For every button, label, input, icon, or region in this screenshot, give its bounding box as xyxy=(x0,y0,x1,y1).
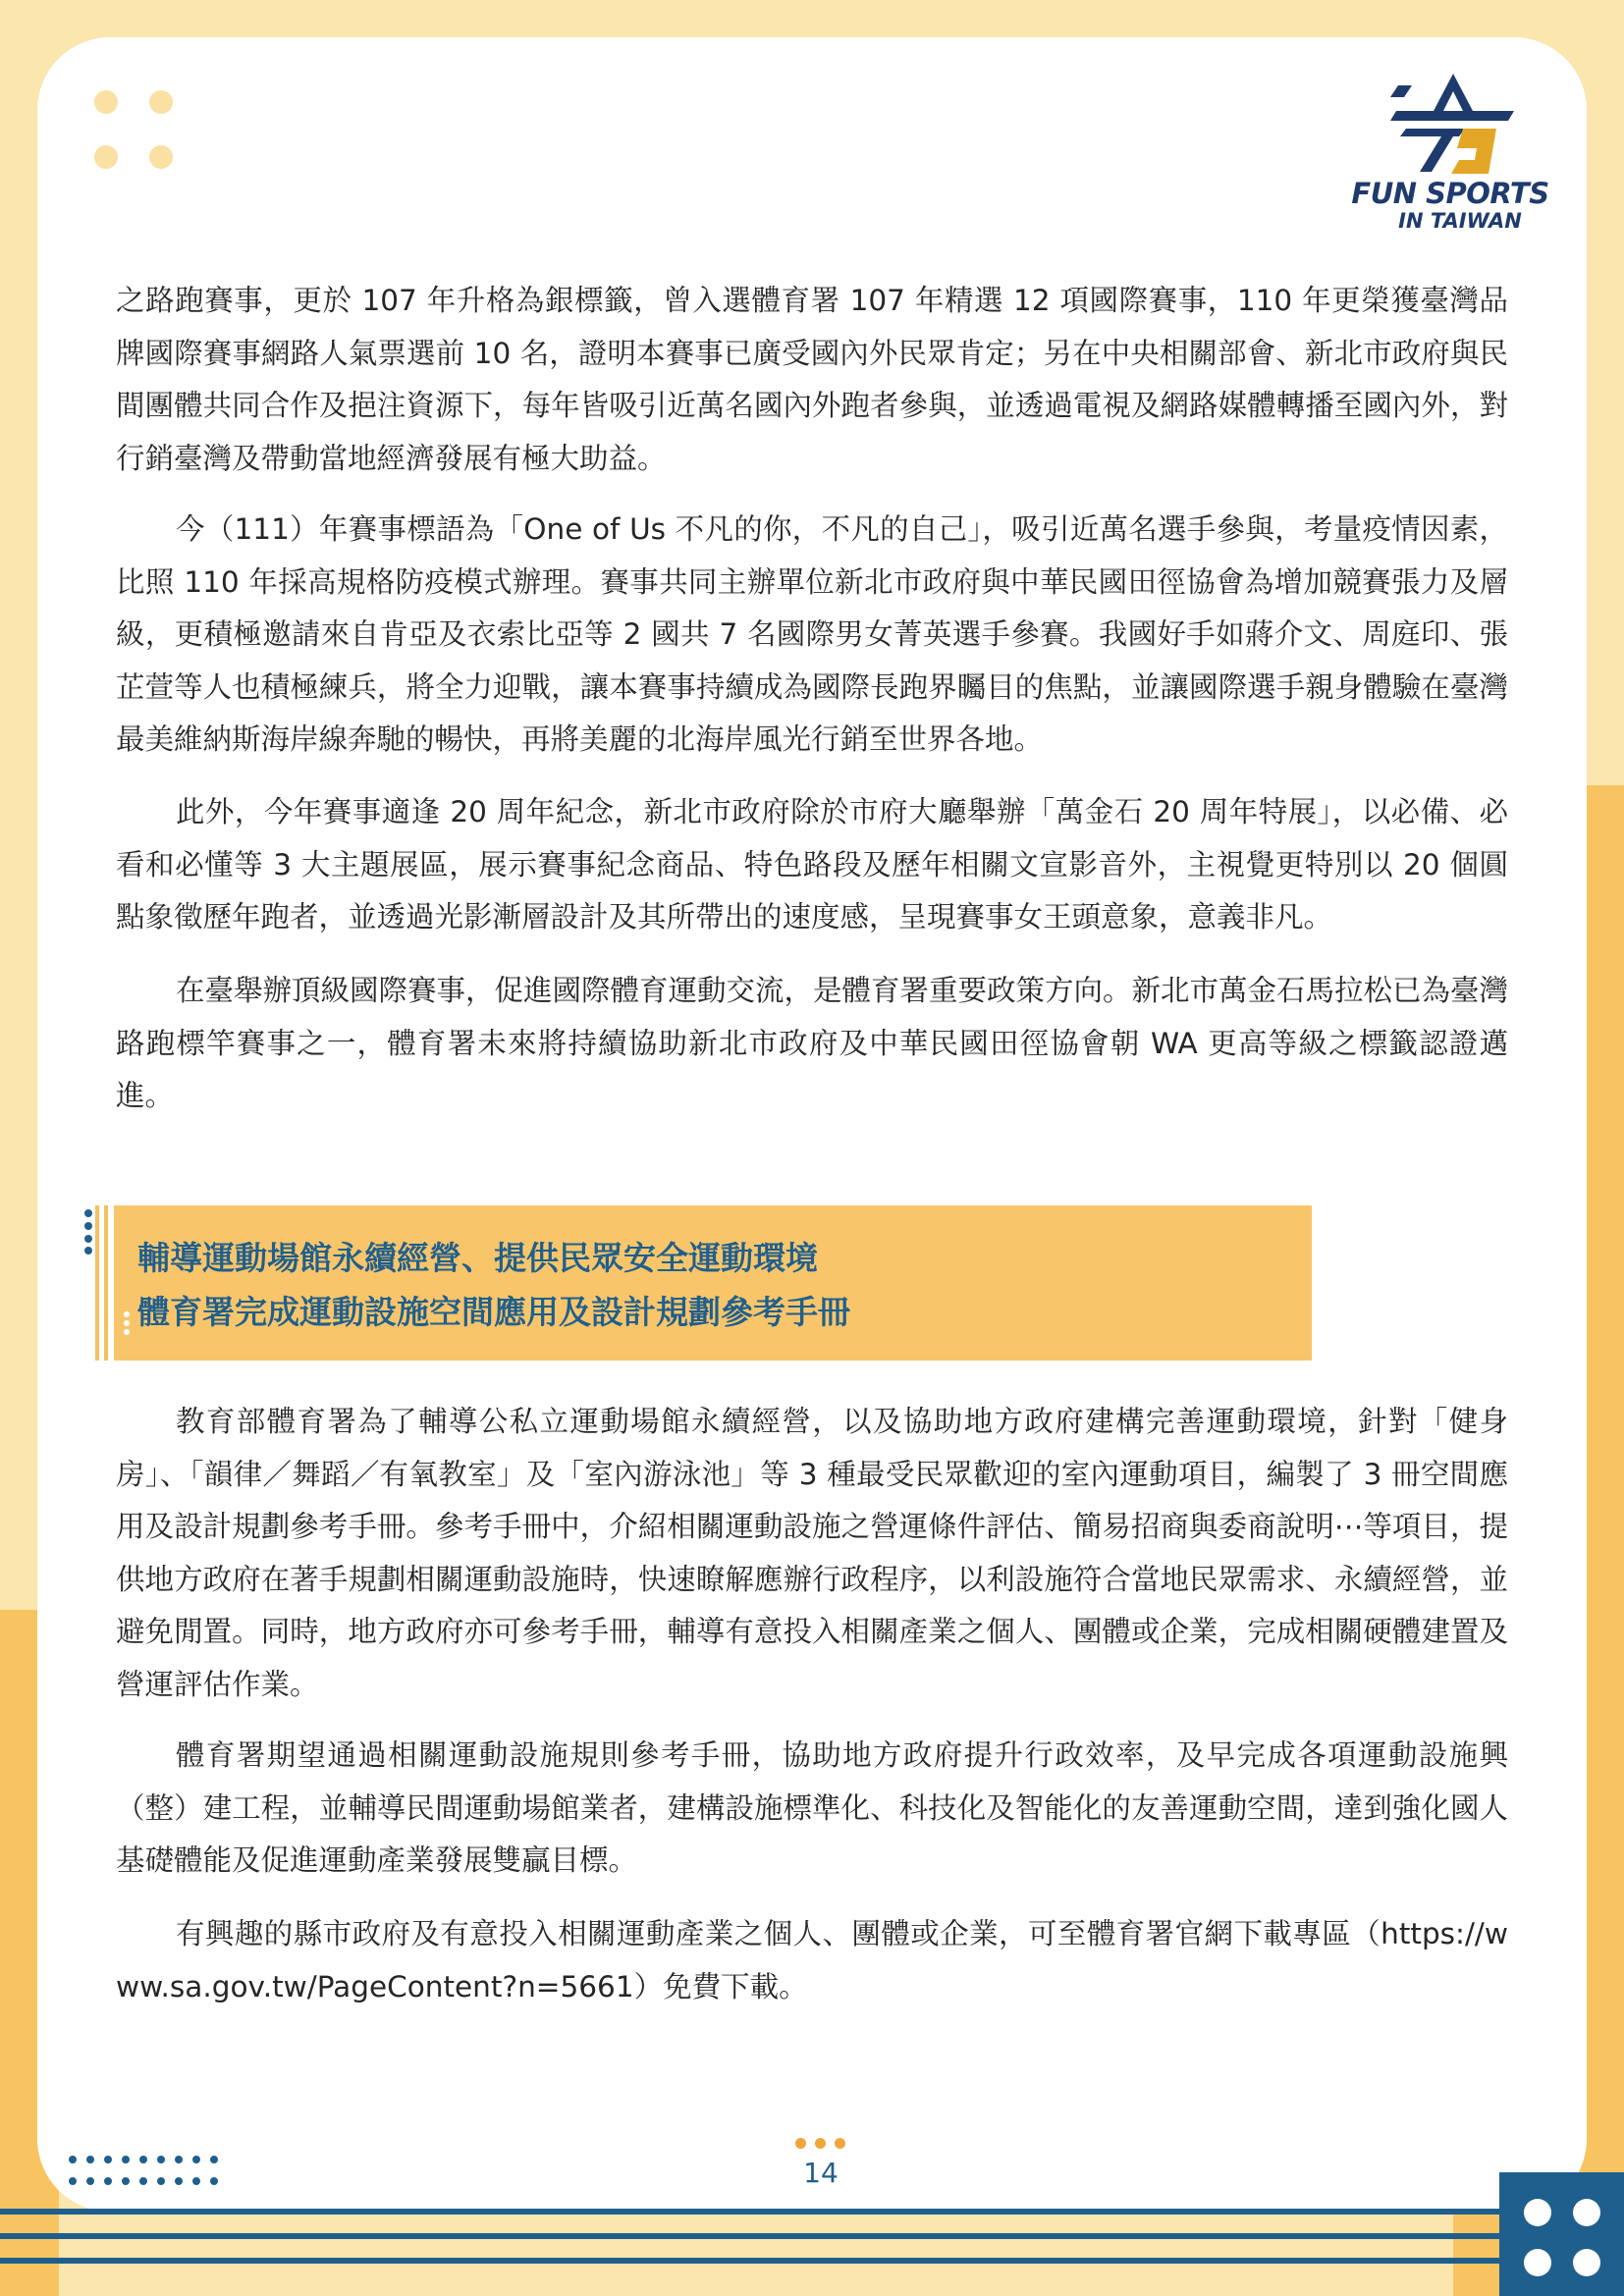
page-number-dots xyxy=(795,2138,848,2150)
heading-dots-decoration xyxy=(124,1311,130,1333)
footer-stripe xyxy=(0,2233,1499,2239)
decorative-dots-bottom-left xyxy=(69,2156,226,2189)
article1-paragraph-3: 此外，今年賽事適逢 20 周年紀念，新北市政府除於市府大廳舉辦「萬金石 20 周年特展」，以必備、必看和必懂等 3 大主題展區，展示賽事紀念商品、特色路段及歷年相關文宣影音外，主視覺更特別以 20 個圓點象徵歷年跑者，並透過光影漸層設計及其所帶出的速度感，呈現賽事女王頭意象，意義非凡。 xyxy=(116,795,1508,934)
section-heading-line-1: 輔導運動場館永續經營、提供民眾安全運動環境 xyxy=(137,1239,818,1277)
article1-paragraph-4: 在臺舉辦頂級國際賽事，促進國際體育運動交流，是體育署重要政策方向。新北市萬金石馬拉松已為臺灣路跑標竿賽事之一，體育署未來將持續協助新北市政府及中華民國田徑協會朝 WA 更高等級之標籤認證邁進。 xyxy=(116,974,1509,1112)
article1-paragraph-1: 之路跑賽事，更於 107 年升格為銀標籤，曾入選體育署 107 年精選 12 項國際賽事，110 年更榮獲臺灣品牌國際賽事網路人氣票選前 10 名，證明本賽事已廣受國內外民眾肯定；另在中央相關部會、新北市政府與民間團體共同合作及挹注資源下，每年皆吸引近萬名國內外跑者參與，並透過電視及網路媒體轉播至國內外，對行銷臺灣及帶動當地經濟發展有極大助益。 xyxy=(116,284,1508,475)
article2-paragraph-2: 體育署期望通過相關運動設施規則參考手冊，協助地方政府提升行政效率，及早完成各項運動設施興（整）建工程，並輔導民間運動場館業者，建構設施標準化、科技化及智能化的友善運動空間，達到強化國人基礎體能及促進運動產業發展雙贏目標。 xyxy=(116,1738,1508,1877)
footer-stripe xyxy=(0,2209,1499,2215)
heading-accent-bar xyxy=(95,1205,99,1361)
article2-paragraph-3: 有興趣的縣市政府及有意投入相關運動產業之個人、團體或企業，可至體育署官網下載專區（https://www.sa.gov.tw/PageContent?n=5661）免費下載。 xyxy=(116,1917,1508,2003)
article2-paragraph-1: 教育部體育署為了輔導公私立運動場館永續經營，以及協助地方政府建構完善運動環境，針對「健身房」、「韻律／舞蹈／有氧教室」及「室內游泳池」等 3 種最受民眾歡迎的室內運動項目，編製了 3 冊空間應用及設計規劃參考手冊。參考手冊中，介紹相關運動設施之營運條件評估、簡易招商與委商說明⋯等項目，提供地方政府在著手規劃相關運動設施時，快速瞭解應辦行政程序，以利設施符合當地民眾需求、永續經營，並避免閒置。同時，地方政府亦可參考手冊，輔導有意投入相關產業之個人、團體或企業，完成相關硬體建置及營運評估作業。 xyxy=(116,1405,1508,1701)
runner-star-icon xyxy=(1347,74,1553,177)
section-heading-line-2: 體育署完成運動設施空間應用及設計規劃參考手冊 xyxy=(137,1293,850,1331)
heading-dots-decoration xyxy=(84,1209,92,1255)
article1-paragraph-2: 今（111）年賽事標語為「One of Us 不凡的你，不凡的自己」，吸引近萬名選手參與，考量疫情因素，比照 110 年採高規格防疫模式辦理。賽事共同主辦單位新北市政府與中華民國田徑協會為增加競賽張力及層級，更積極邀請來自肯亞及衣索比亞等 2 國共 7 名國際男女菁英選手參賽。我國好手如蔣介文、周庭印、張芷萱等人也積極練兵，將全力迎戰，讓本賽事持續成為國際長跑界矚目的焦點，並讓國際選手親身體驗在臺灣最美維納斯海岸線奔馳的暢快，再將美麗的北海岸風光行銷至世界各地。 xyxy=(116,512,1508,756)
corner-dots-box xyxy=(1499,2172,1624,2296)
logo-text-in-taiwan: IN TAIWAN xyxy=(1398,209,1522,233)
decorative-dots-top-left xyxy=(94,90,183,179)
section-heading-box xyxy=(114,1205,1312,1361)
footer-stripe xyxy=(0,2258,1499,2264)
page-number: 14 xyxy=(803,2157,839,2189)
heading-accent-bar xyxy=(104,1205,108,1361)
fun-sports-logo xyxy=(1347,74,1553,240)
logo-text-fun-sports: FUN SPORTS xyxy=(1351,177,1549,210)
